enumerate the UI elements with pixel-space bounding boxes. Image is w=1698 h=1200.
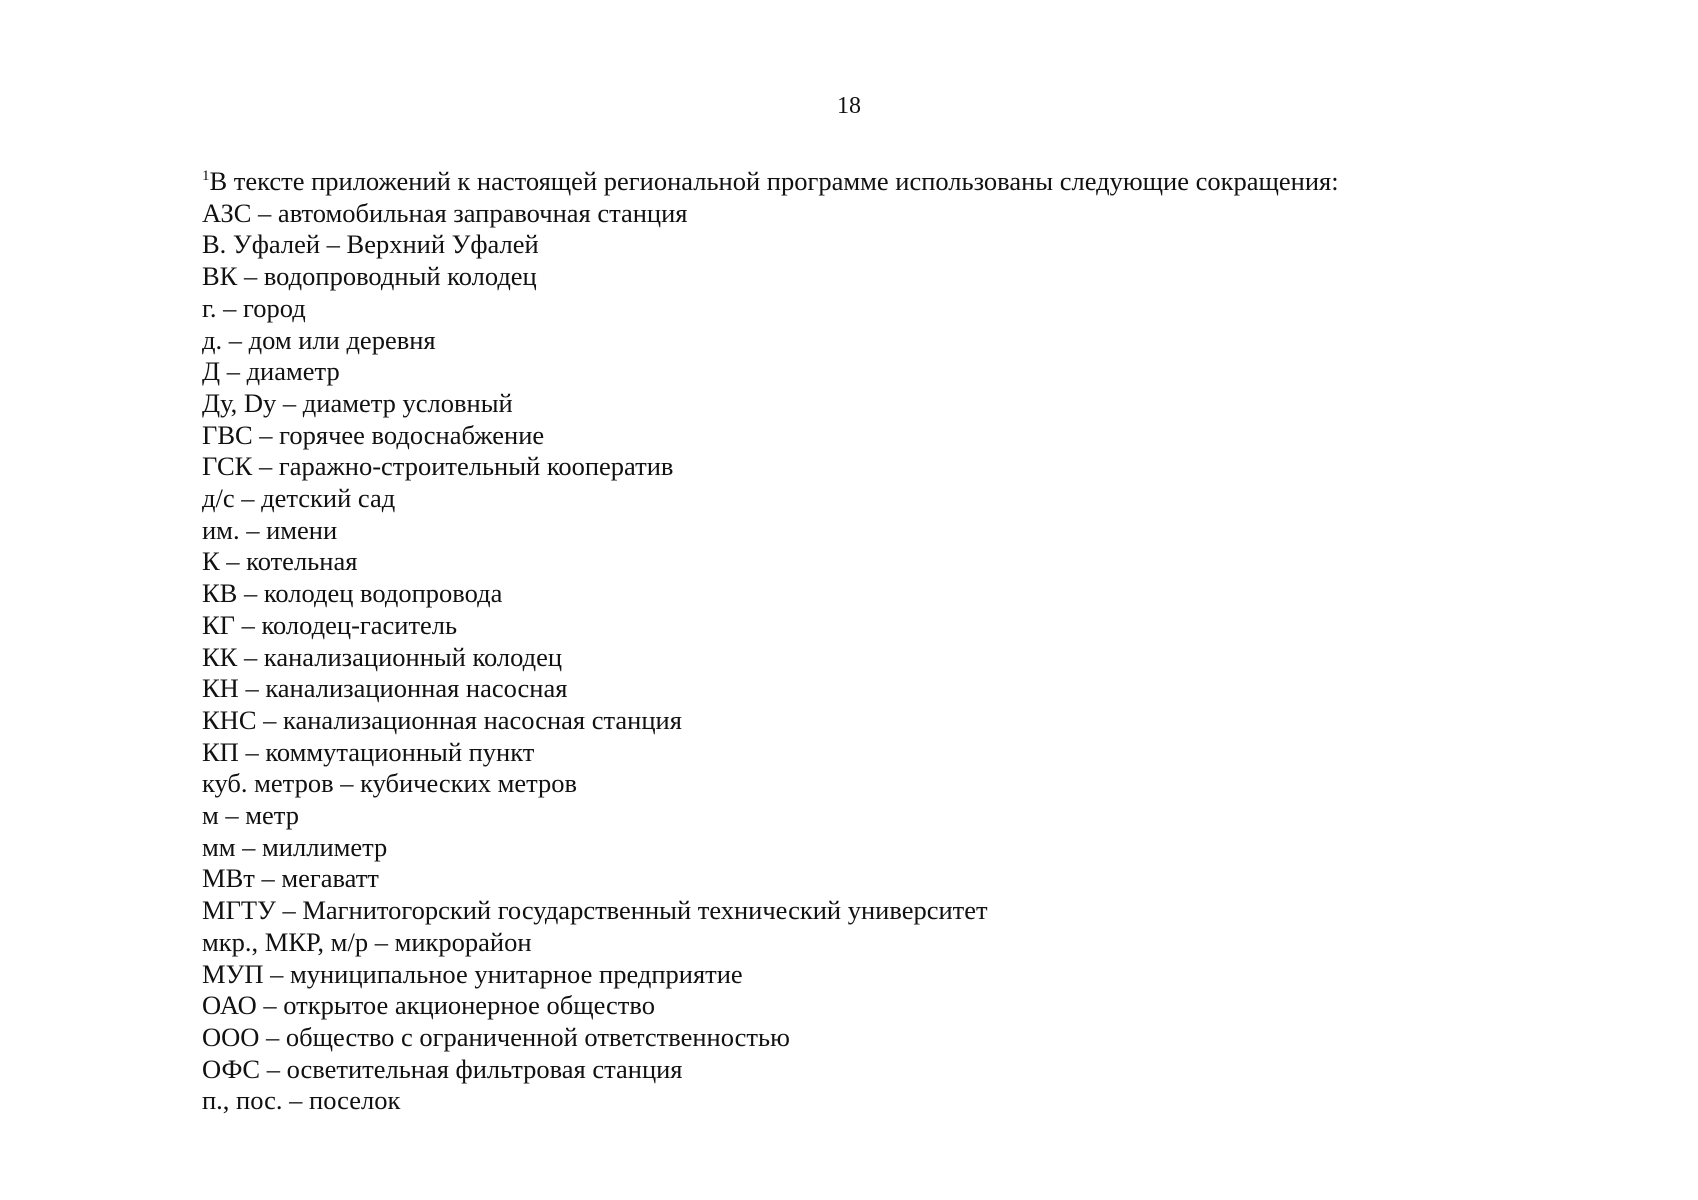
abbreviation-item: К – котельная: [202, 546, 358, 577]
abbreviation-item: Ду, Dу – диаметр условный: [202, 387, 513, 418]
abbreviation-item: ВК – водопроводный колодец: [202, 261, 537, 292]
abbreviation-item: д. – дом или деревня: [202, 324, 436, 355]
abbreviation-item: АЗС – автомобильная заправочная станция: [202, 197, 688, 228]
abbreviation-item: ГВС – горячее водоснабжение: [202, 419, 545, 450]
abbreviation-item: ООО – общество с ограниченной ответственностью: [202, 1021, 790, 1052]
abbreviation-item: МВт – мегаватт: [202, 863, 379, 894]
abbreviation-item: В. Уфалей – Верхний Уфалей: [202, 229, 539, 260]
abbreviation-item: КНС – канализационная насосная станция: [202, 704, 682, 735]
abbreviation-item: им. – имени: [202, 514, 338, 545]
abbreviation-item: п., пос. – поселок: [202, 1085, 401, 1116]
abbreviation-item: МУП – муниципальное унитарное предприятие: [202, 958, 743, 989]
abbreviation-item: куб. метров – кубических метров: [202, 768, 578, 799]
abbreviation-item: ГСК – гаражно-строительный кооператив: [202, 451, 674, 482]
intro-paragraph: [202, 166, 1522, 198]
abbreviation-item: г. – город: [202, 292, 306, 323]
abbreviation-item: ОАО – открытое акционерное общество: [202, 990, 655, 1021]
footnote-mark: 1: [202, 168, 210, 184]
abbreviation-item: д/с – детский сад: [202, 483, 396, 514]
abbreviation-item: м – метр: [202, 800, 299, 831]
abbreviation-item: мкр., МКР, м/р – микрорайон: [202, 926, 532, 957]
abbreviation-item: Д – диаметр: [202, 356, 340, 387]
intro-text: В тексте приложений к настоящей региональной программе использованы следующие сокращения:: [209, 166, 1339, 196]
abbreviation-item: КП – коммутационный пункт: [202, 736, 535, 767]
page-number: 18: [837, 93, 861, 119]
abbreviation-item: мм – миллиметр: [202, 831, 388, 862]
abbreviation-item: КВ – колодец водопровода: [202, 578, 503, 609]
abbreviation-item: МГТУ – Магнитогорский государственный технический университет: [202, 895, 988, 926]
abbreviation-item: КН – канализационная насосная: [202, 673, 568, 704]
abbreviations-section: [202, 166, 1522, 1117]
abbreviation-list: [202, 198, 1522, 1117]
abbreviation-item: КК – канализационный колодец: [202, 641, 563, 672]
abbreviation-item: КГ – колодец-гаситель: [202, 609, 458, 640]
abbreviation-item: ОФС – осветительная фильтровая станция: [202, 1053, 683, 1084]
